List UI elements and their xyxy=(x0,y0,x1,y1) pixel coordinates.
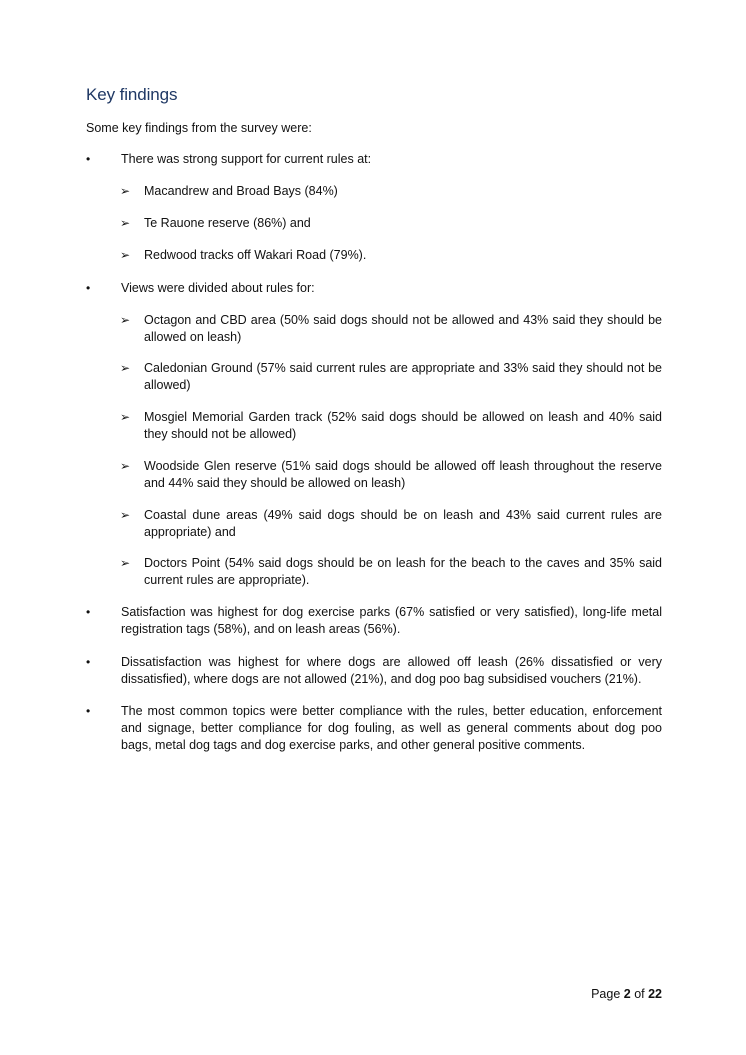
bullet-item xyxy=(86,604,662,638)
sub-bullet-text: Octagon and CBD area (50% said dogs should not be allowed and 43% said they should be allowed on leash) xyxy=(144,313,662,344)
bullet-item xyxy=(86,151,662,168)
sub-bullet-item xyxy=(120,507,662,541)
page-number-prefix: Page xyxy=(591,987,624,1001)
sub-bullet-item xyxy=(120,409,662,443)
arrow-bullet-icon: ➢ xyxy=(120,556,131,570)
sub-bullet-item xyxy=(120,458,662,492)
arrow-bullet-icon: ➢ xyxy=(120,361,131,375)
arrow-bullet-icon: ➢ xyxy=(120,508,131,522)
bullet-text: The most common topics were better compliance with the rules, better education, enforcement and signage, better compliance for dog fouling, as well as general comments about dog poo bags, metal dog tags and dog exercise parks, and other general positive comments. xyxy=(121,704,662,752)
arrow-bullet-icon: ➢ xyxy=(120,459,131,473)
bullet-text: Dissatisfaction was highest for where dogs are allowed off leash (26% dissatisfied or very dissatisfied), where dogs are not allowed (21%), and dog poo bag subsidised vouchers (21%). xyxy=(121,655,662,686)
page-number-current: 2 xyxy=(623,987,631,1001)
sub-bullet-text: Caledonian Ground (57% said current rules are appropriate and 33% said they should not be allowed) xyxy=(144,361,662,392)
arrow-bullet-icon: ➢ xyxy=(120,313,131,327)
arrow-bullet-icon: ➢ xyxy=(120,410,131,424)
sub-bullet-item xyxy=(120,215,662,232)
intro-paragraph: Some key findings from the survey were: xyxy=(86,121,312,135)
sub-bullet-text: Macandrew and Broad Bays (84%) xyxy=(144,184,338,198)
sub-bullet-text: Coastal dune areas (49% said dogs should be on leash and 43% said current rules are appropriate) and xyxy=(144,508,662,539)
bullet-item xyxy=(86,280,662,297)
sub-bullet-text: Redwood tracks off Wakari Road (79%). xyxy=(144,248,367,262)
page-number xyxy=(591,987,662,1001)
sub-bullet-text: Mosgiel Memorial Garden track (52% said dogs should be allowed on leash and 40% said they should not be allowed) xyxy=(144,410,662,441)
bullet-marker: • xyxy=(86,152,91,166)
bullet-item xyxy=(86,703,662,754)
sub-bullet-item xyxy=(120,247,662,264)
page-number-middle: of xyxy=(630,987,649,1001)
arrow-bullet-icon: ➢ xyxy=(120,216,131,230)
bullet-marker: • xyxy=(86,704,91,718)
section-heading: Key findings xyxy=(86,85,178,104)
sub-bullet-text: Doctors Point (54% said dogs should be on leash for the beach to the caves and 35% said current rules are appropriate). xyxy=(144,556,662,587)
page-number-total: 22 xyxy=(648,987,662,1001)
arrow-bullet-icon: ➢ xyxy=(120,248,131,262)
bullet-marker: • xyxy=(86,605,91,619)
bullet-marker: • xyxy=(86,281,91,295)
sub-bullet-text: Woodside Glen reserve (51% said dogs should be allowed off leash throughout the reserve and 44% said they should be allowed on leash) xyxy=(144,459,662,490)
bullet-text: Satisfaction was highest for dog exercise parks (67% satisfied or very satisfied), long-life metal registration tags (58%), and on leash areas (56%). xyxy=(121,605,662,636)
bullet-text: There was strong support for current rules at: xyxy=(121,152,372,166)
bullet-text: Views were divided about rules for: xyxy=(121,281,315,295)
arrow-bullet-icon: ➢ xyxy=(120,184,131,198)
bullet-marker: • xyxy=(86,655,91,669)
sub-bullet-text: Te Rauone reserve (86%) and xyxy=(144,216,311,230)
sub-bullet-item xyxy=(120,183,662,200)
sub-bullet-item xyxy=(120,555,662,589)
bullet-item xyxy=(86,654,662,688)
sub-bullet-item xyxy=(120,312,662,346)
sub-bullet-item xyxy=(120,360,662,394)
